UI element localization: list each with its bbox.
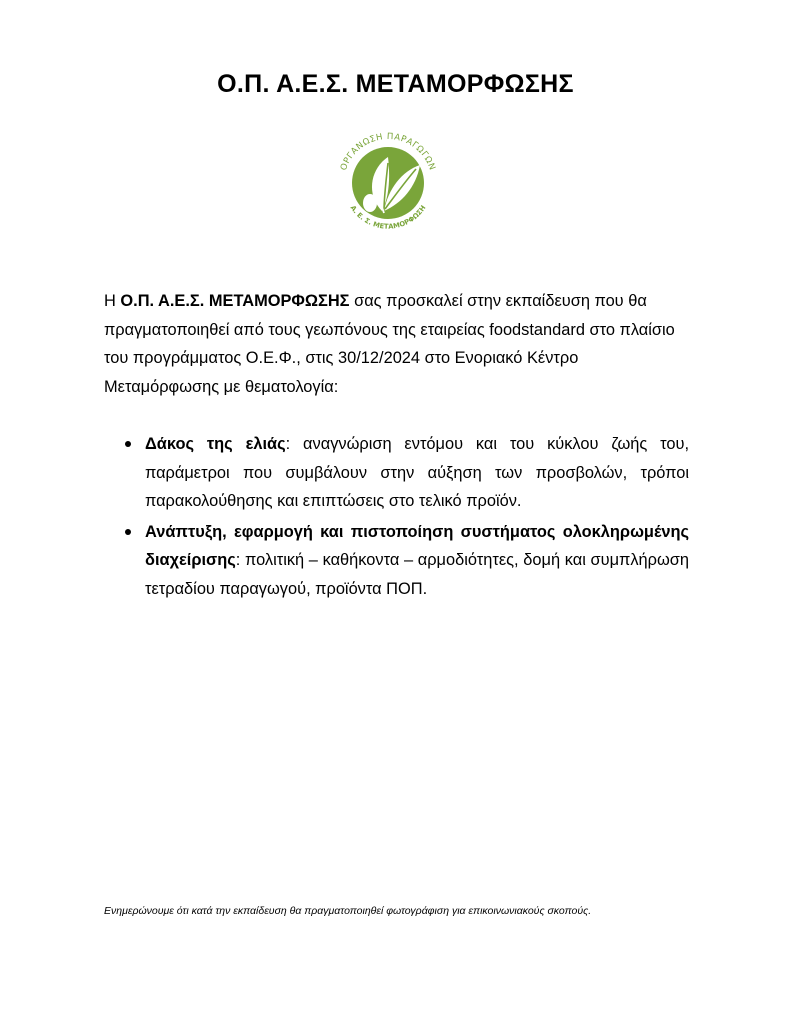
intro-paragraph [104, 287, 689, 401]
list-item [104, 430, 689, 516]
olive-icon [363, 194, 377, 212]
bullet-icon [125, 529, 131, 535]
bullet-icon [125, 441, 131, 447]
topic-heading: Ανάπτυξη, εφαρμογή και πιστοποίηση συστήματος ολοκληρωμένης διαχείρισης [145, 522, 689, 569]
logo-bottom-text: Α. Ε. Σ. ΜΕΤΑΜΟΡΦΩΣΗ [348, 203, 428, 231]
document-title: Ο.Π. Α.Ε.Σ. ΜΕΤΑΜΟΡΦΩΣΗΣ [217, 70, 574, 98]
footnote: Ενημερώνουμε ότι κατά την εκπαίδευση θα πραγματοποιηθεί φωτογράφιση για επικοινωνιακούς σκοπούς. [104, 905, 592, 917]
organization-logo [330, 123, 446, 239]
logo-graphic [330, 123, 446, 239]
topic-text: : πολιτική – καθήκοντα – αρμοδιότητες, δομή και συμπλήρωση τετραδίου παραγωγού, προϊόντα ΠΟΠ. [145, 551, 689, 598]
intro-text: σας προσκαλεί στην εκπαίδευση που θα πραγματοποιηθεί από τους γεωπόνους της εταιρείας foodstandard στο πλαίσιο του προγράμματος Ο.Ε.Φ., στις 30/12/2024 στο Ενοριακό Κέντρο Μεταμόρφωσης με θεματολογία: [104, 292, 675, 396]
topic-heading: Δάκος της ελιάς [145, 435, 286, 453]
list-item [104, 518, 689, 604]
logo-top-text: ΟΡΓΑΝΩΣΗ ΠΑΡΑΓΩΓΩΝ [338, 131, 438, 172]
topics-list [104, 430, 689, 605]
intro-prefix: Η [104, 292, 121, 310]
topic-text: : αναγνώριση εντόμου και του κύκλου ζωής του, παράμετροι που συμβάλουν στην αύξηση των προσβολών, τρόποι παρακολούθησης και επιπτώσεις στο τελικό προϊόν. [145, 435, 689, 510]
intro-organization: Ο.Π. Α.Ε.Σ. ΜΕΤΑΜΟΡΦΩΣΗΣ [120, 292, 350, 310]
